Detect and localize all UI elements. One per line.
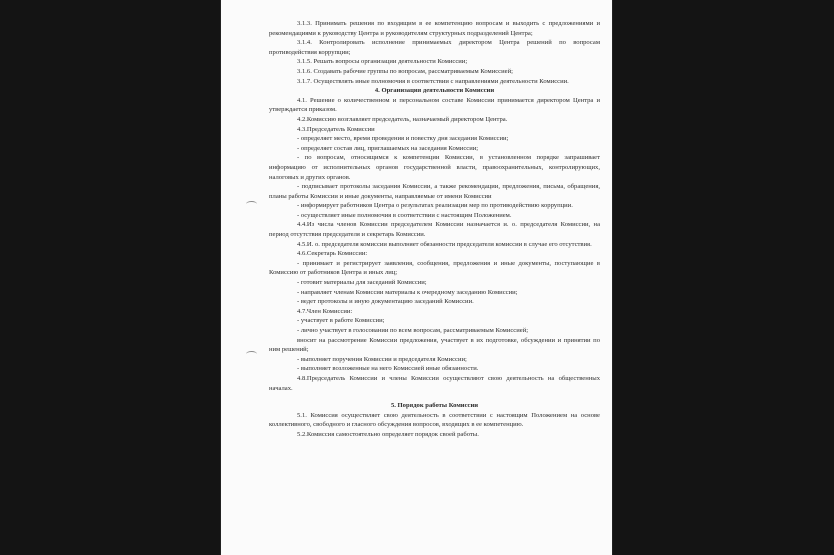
paragraph: 5.1. Комиссия осуществляет свою деятельность в соответствии с настоящим Положением на основе коллективного, свободного и гласного обсуждения вопросов, входящих в ее компетенцию.: [269, 411, 600, 429]
paragraph: - выполняет поручения Комиссии и председателя Комиссии;: [297, 355, 467, 363]
document-page: [221, 0, 612, 555]
paragraph: - лично участвует в голосовании по всем вопросам, рассматриваемым Комиссией;: [297, 327, 529, 334]
paragraph: 3.1.3. Принимать решения по входящим в ее компетенцию вопросам и выходить с предложениями и рекомендациями к руководству Центра и руководителям структурных подразделений Центра;: [269, 20, 600, 37]
spacer: [269, 393, 600, 401]
paragraph: 3.1.6. Создавать рабочие группы по вопросам, рассматриваемым Комиссией;: [297, 67, 513, 75]
paragraph: 4.7.Члeн Комиссии:: [297, 307, 353, 315]
paragraph: 5.2.Комиссия самостоятельно определяет порядок своей работы.: [297, 430, 479, 438]
paragraph: 4.1. Решение о количественном и персональном составе Комиссии принимается директором Центра и утверждается приказом.: [269, 96, 600, 114]
paragraph: 3.1.4. Контролировать исполнение принимаемых директором Центра решений по вопросам противодействия коррупции;: [269, 39, 600, 56]
paragraph: 4.8.Председатель Комиссии и члены Комиссии осуществляют свою деятельность на общественных началах.: [269, 374, 600, 392]
punch-hole-mark: [246, 201, 257, 207]
section-heading: 5. Порядок работы Комиссии: [390, 402, 479, 410]
paragraph: 4.5.И. о. председателя комиссии выполняет обязанности председателя комиссии в случае его отсутствия.: [297, 240, 592, 248]
paragraph: вносит на рассмотрение Комиссии предложения, участвует в их подготовке, обсуждении и принятии по ним решений;: [269, 336, 600, 354]
paragraph: 4.6.Секретарь Комиссии:: [297, 250, 368, 258]
paragraph: - направляет членам Комиссии материалы к очередному заседанию Комиссии;: [297, 288, 518, 296]
punch-hole-mark: [246, 351, 257, 357]
paragraph: 3.1.5. Решать вопросы организации деятельности Комиссии;: [297, 58, 468, 66]
paragraph: - подписывает протоколы заседания Комиссии, а также рекомендации, предложения, письма, обращения, планы работы Комиссии и иные документы, направляемые от имени Комиссии: [269, 183, 600, 200]
paragraph: - готовит материалы для заседаний Комиссии;: [297, 279, 427, 287]
paragraph: - участвует в работе Комиссии;: [297, 317, 385, 325]
section-heading: 4. Организация деятельности Комиссии: [374, 87, 495, 95]
paragraph: - информирует работников Центра о результатах реализации мер по противодействию коррупции.: [297, 202, 573, 210]
paragraph: - определяет состав лиц, приглашаемых на заседания Комиссии;: [297, 144, 479, 152]
paragraph: - определяет место, время проведения и повестку дня заседания Комиссии;: [297, 135, 509, 143]
paragraph: 3.1.7. Осуществлять иные полномочия в соответствии с направлениями деятельности Комиссии.: [297, 77, 569, 85]
paragraph: - выполняет возложенные на него Комиссией иные обязанности.: [297, 365, 479, 373]
document-text: [269, 19, 600, 440]
paragraph: - принимает и регистрирует заявления, сообщения, предложения и иные документы, поступающие в Комиссию от работников Центра и иных лиц;: [269, 259, 600, 277]
paragraph: - осуществляет иные полномочия в соответствии с настоящим Положением.: [297, 211, 512, 219]
paragraph: - ведет протоколы и иную документацию заседаний Комиссии.: [297, 298, 474, 306]
paragraph: - по вопросам, относящимся к компетенции Комиссии, в установленном порядке запрашивает информацию от исполнительных органов государственной власти, правоохранительных, контролирующих, налоговых и других органов.: [269, 154, 600, 181]
paragraph: 4.2.Комиссию возглавляет председатель, назначаемый директором Центра.: [297, 115, 508, 123]
paragraph: 4.3.Председатель Комиссии: [297, 125, 375, 133]
paragraph: 4.4.Из числа членов Комиссии председателем Комиссии назначается и. о. председателя Комиссии, на период отсутствия председателя и секретарь Комиссии.: [269, 221, 600, 239]
